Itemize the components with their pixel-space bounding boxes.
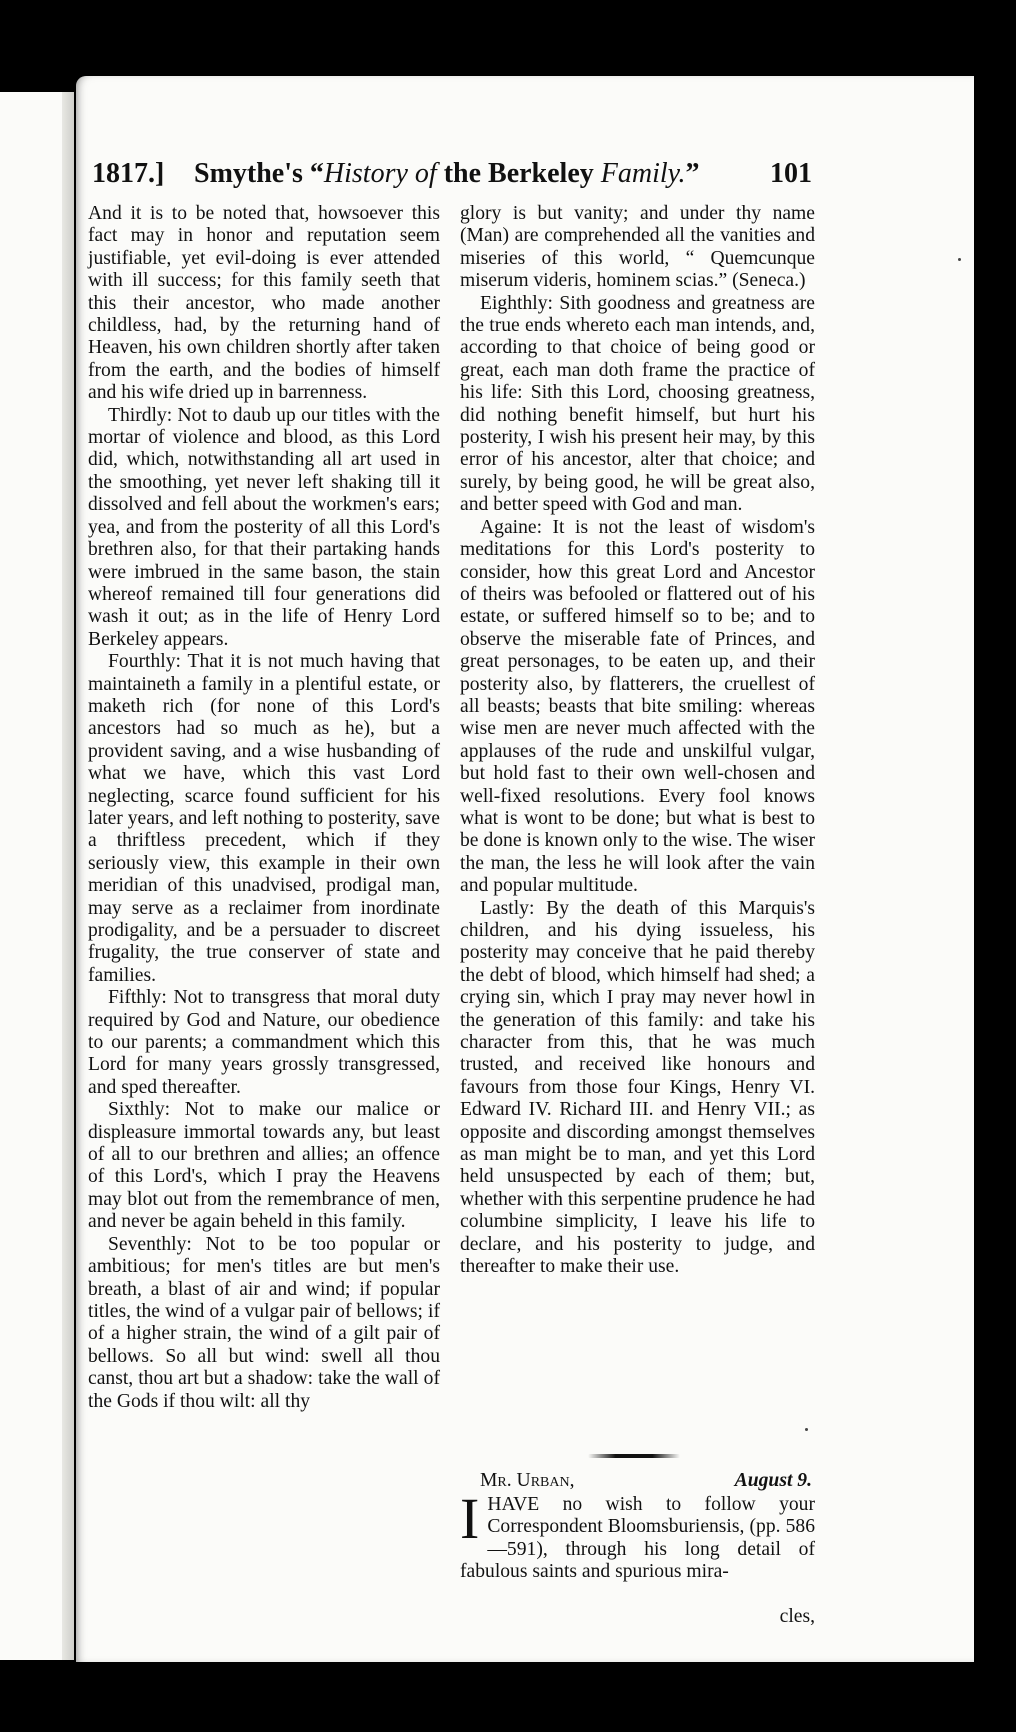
header-title-italic-1: History of bbox=[323, 158, 437, 189]
paragraph: Lastly: By the death of this Marquis's children, and his dying issueless, his posterity may conceive that he paid thereby the debt of blood, which himself had shed; a crying sin, which I pray may never howl in the generation of this family: and take his character from this, that he was much trusted, and received like honours and favours from those four Kings, Henry VI. Edward IV. Richard III. and Henry VII.; as opposite and discording amongst themselves as man might be to man, and yet this Lord held unsuspected by each of them; but, whether with this serpentine prudence he had columbine simplicity, I leave his life to declare, and his posterity to judge, and thereafter to make their use. bbox=[460, 897, 815, 1278]
catchword: cles, bbox=[779, 1606, 815, 1627]
paragraph: And it is to be noted that, howsoever this fact may in honor and reputation seem justifiable, yet evil-doing is ever attended with ill success; for this family seeth that this their ancestor, who made another childless, had, by the returning hand of Heaven, his own children shortly after taken from the earth, and the bodies of himself and his wife dried up in barrenness. bbox=[88, 203, 440, 404]
letter-heading bbox=[480, 1470, 812, 1494]
right-column bbox=[460, 203, 815, 1279]
letter-text: HAVE no wish to follow your Correspondent Bloomsburiensis, (pp. 586—591), through his long detail of fabulous saints and spurious mira- bbox=[460, 1494, 815, 1583]
paragraph: Eighthly: Sith goodness and greatness are the true ends whereto each man intends, and, according to that choice of being good or great, each man doth frame the practice of his life: Sith this Lord, choosing greatness, did nothing benefit himself, but hurt his posterity, I wish his present heir may, by this error of his ancestor, alter that choice; and surely, by being good, he will be great also, and better speed with God and man. bbox=[460, 292, 815, 516]
header-title-pre: Smythe's “ bbox=[194, 158, 324, 189]
paragraph: glory is but vanity; and under thy name (Man) are comprehended all the vanities and miseries of this world, “ Quemcunque miserum videris, hominem scias.” (Seneca.) bbox=[460, 203, 815, 292]
header-title-mid: the Berkeley bbox=[436, 158, 601, 189]
paragraph: Sixthly: Not to make our malice or displeasure immortal towards any, but least of all to our brethren and allies; an offence of this Lord's, which I pray the Heavens may blot out from the remembrance of men, and never be again beheld in this family. bbox=[88, 1099, 440, 1233]
paragraph: Againe: It is not the least of wisdom's meditations for this Lord's posterity to consider, how this great Lord and Ancestor of theirs was befooled or flattered out of his estate, or suffered himself so to be; and to observe the miserable fate of Princes, and great personages, to be eaten up, and their posterity also, by flatterers, the cruellest of all beasts; beasts that bite smiling: whereas wise men are never much affected with the applauses of the rude and unskilful vulgar, but hold fast to their own well-chosen and well-fixed resolutions. Every fool knows what is wont to be done; but what is best to be done is known only to the wise. The wiser the man, the less he will look after the vain and popular multitude. bbox=[460, 516, 815, 897]
running-header bbox=[92, 158, 812, 194]
letter-date: August 9. bbox=[734, 1470, 812, 1491]
paragraph: Thirdly: Not to daub up our titles with the mortar of violence and blood, as this Lord did, which, notwithstanding all art used in the smoothing, yet never left shaking till it dissolved and fell about the workmen's ears; yea, and from the posterity of all this Lord's brethren also, for that their partaking hands were imbrued in the same bason, the stain whereof remained till four generations did wash it out; as in the life of Henry Lord Berkeley appears. bbox=[88, 404, 440, 650]
drop-cap: I bbox=[460, 1486, 480, 1551]
section-divider bbox=[588, 1454, 680, 1458]
header-title-italic-2: Family. bbox=[600, 158, 686, 189]
header-title-post: ” bbox=[685, 158, 700, 189]
print-speck bbox=[958, 258, 961, 261]
paragraph: Fourthly: That it is not much having that maintaineth a family in a plentiful estate, or maketh rich (for none of this Lord's ancestors had so much as he), but a provident saving, and a wise husbanding of what we have, which this vast Lord neglecting, scarce found sufficient for his later years, and left nothing to posterity, save a thriftless precedent, which if they seriously view, this example in their own meridian of this unadvised, prodigal man, may serve as a reclaimer from inordinate prodigality, and be a persuader to discreet frugality, the true conserver of state and families. bbox=[88, 651, 440, 986]
paragraph: Seventhly: Not to be too popular or ambitious; for men's titles are but men's breath, a blast of air and wind; if popular titles, the wind of a vulgar pair of bellows; if of a higher strain, the wind of a gilt pair of bellows. So all but wind: swell all thou canst, thou art but a shadow: take the wall of the Gods if thou wilt: all thy bbox=[88, 1233, 440, 1412]
letter-salutation: Mr. Urban, bbox=[480, 1470, 575, 1491]
paragraph: Fifthly: Not to transgress that moral duty required by God and Nature, our obedience to our parents; a commandment which this Lord for many years grossly transgressed, and sped thereafter. bbox=[88, 987, 440, 1098]
page-gutter-shadow bbox=[62, 92, 74, 1660]
header-title bbox=[194, 158, 700, 190]
print-speck bbox=[805, 1428, 808, 1431]
page-number: 101 bbox=[770, 158, 812, 189]
letter-body bbox=[460, 1486, 815, 1584]
left-column bbox=[88, 203, 440, 1413]
header-year: 1817.] bbox=[92, 158, 165, 189]
